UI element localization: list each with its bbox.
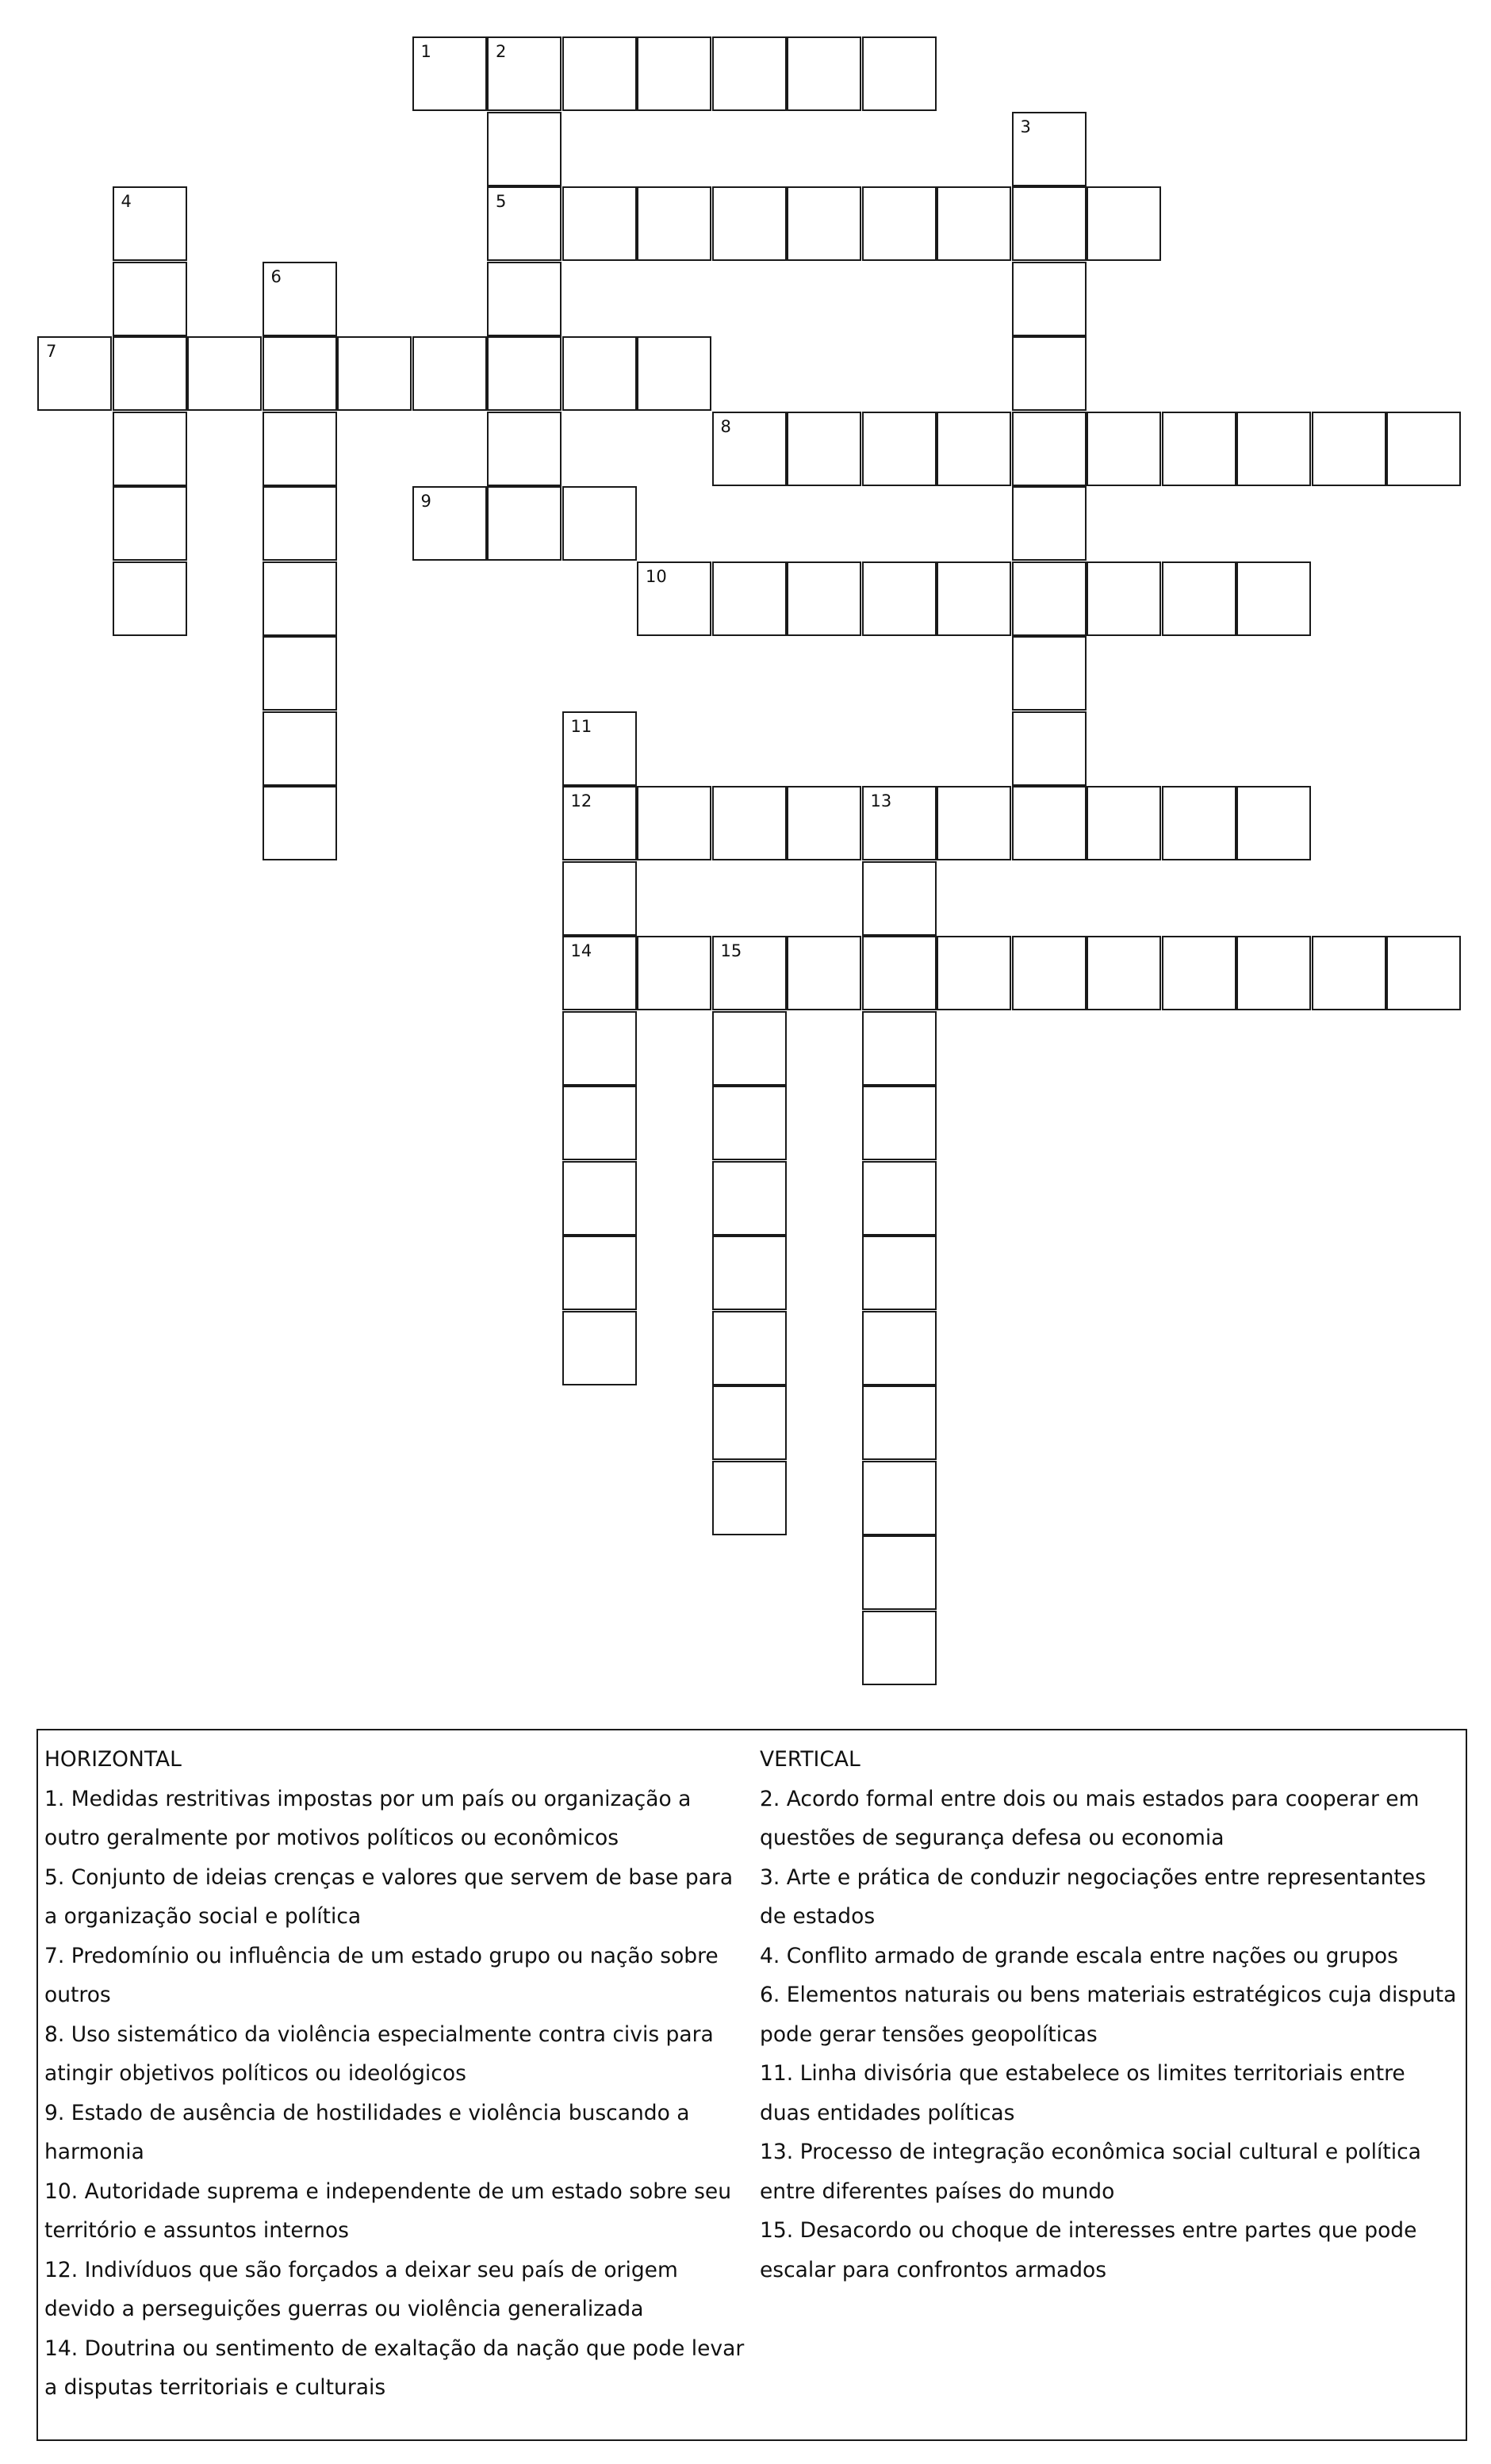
clue-number: 5 <box>496 192 507 211</box>
grid-cell[interactable] <box>1012 786 1087 860</box>
grid-cell[interactable] <box>787 186 861 261</box>
grid-cell[interactable] <box>1236 561 1311 636</box>
grid-cell[interactable] <box>862 1311 937 1385</box>
grid-cell[interactable] <box>562 186 637 261</box>
grid-cell[interactable] <box>862 786 937 860</box>
clue-down-3: 3. Arte e prática de conduzir negociações entre representantes de estados <box>760 1864 1426 1929</box>
grid-cell[interactable] <box>1012 412 1087 486</box>
grid-cell[interactable] <box>562 1086 637 1160</box>
grid-cell[interactable] <box>1012 186 1087 261</box>
grid-cell[interactable] <box>562 861 637 936</box>
grid-cell[interactable] <box>712 561 787 636</box>
grid-cell[interactable] <box>787 412 861 486</box>
grid-cell[interactable] <box>263 636 337 711</box>
grid-cell[interactable] <box>1087 936 1161 1010</box>
clue-number: 12 <box>570 791 592 810</box>
clue-across-7: 7. Predomínio ou influência de um estado grupo ou nação sobre outros <box>44 1943 719 2007</box>
grid-cell[interactable] <box>1087 561 1161 636</box>
clue-number: 15 <box>720 941 742 960</box>
grid-cell[interactable] <box>1012 936 1087 1010</box>
across-clues-column <box>44 1740 752 2408</box>
grid-cell[interactable] <box>862 936 937 1010</box>
grid-cell[interactable] <box>562 336 637 411</box>
grid-cell[interactable] <box>1312 412 1386 486</box>
clue-across-5: 5. Conjunto de ideias crenças e valores que servem de base para a organização social e política <box>44 1864 734 1929</box>
grid-cell[interactable] <box>637 36 711 111</box>
grid-cell[interactable] <box>263 262 337 336</box>
clue-across-10: 10. Autoridade suprema e independente de um estado sobre seu território e assuntos internos <box>44 2179 732 2243</box>
clue-number: 2 <box>496 42 507 61</box>
grid-cell[interactable] <box>412 336 487 411</box>
grid-cell[interactable] <box>487 336 562 411</box>
grid-cell[interactable] <box>1312 936 1386 1010</box>
grid-cell[interactable] <box>862 1161 937 1236</box>
grid-cell[interactable] <box>1386 412 1461 486</box>
grid-cell[interactable] <box>263 486 337 561</box>
grid-cell[interactable] <box>862 1236 937 1310</box>
grid-cell[interactable] <box>1236 412 1311 486</box>
grid-cell[interactable] <box>787 561 861 636</box>
clue-down-4: 4. Conflito armado de grande escala entre nações ou grupos <box>760 1943 1398 1968</box>
grid-cell[interactable] <box>862 36 937 111</box>
clue-across-14: 14. Doutrina ou sentimento de exaltação da nação que pode levar a disputas territoriais e culturais <box>44 2336 745 2400</box>
grid-cell[interactable] <box>562 1011 637 1086</box>
clue-across-8: 8. Uso sistemático da violência especialmente contra civis para atingir objetivos políticos ou ideológicos <box>44 2021 714 2086</box>
clue-number: 9 <box>420 492 431 511</box>
grid-cell[interactable] <box>562 486 637 561</box>
grid-cell[interactable] <box>1236 786 1311 860</box>
grid-cell[interactable] <box>1162 786 1236 860</box>
clue-down-11: 11. Linha divisória que estabelece os limites territoriais entre duas entidades políticas <box>760 2061 1405 2125</box>
grid-cell[interactable] <box>637 561 711 636</box>
grid-cell[interactable] <box>1386 936 1461 1010</box>
grid-cell[interactable] <box>113 186 187 261</box>
grid-cell[interactable] <box>487 262 562 336</box>
grid-cell[interactable] <box>862 186 937 261</box>
grid-cell[interactable] <box>862 561 937 636</box>
grid-cell[interactable] <box>263 561 337 636</box>
grid-cell[interactable] <box>712 936 787 1010</box>
grid-cell[interactable] <box>487 412 562 486</box>
grid-cell[interactable] <box>113 561 187 636</box>
grid-cell[interactable] <box>412 486 487 561</box>
grid-cell[interactable] <box>712 1236 787 1310</box>
grid-cell[interactable] <box>862 1535 937 1610</box>
grid-cell[interactable] <box>1162 412 1236 486</box>
clue-number: 7 <box>46 342 57 361</box>
grid-cell[interactable] <box>712 1011 787 1086</box>
grid-cell[interactable] <box>562 1236 637 1310</box>
grid-cell[interactable] <box>487 36 562 111</box>
across-heading: HORIZONTAL <box>44 1747 182 1772</box>
grid-cell[interactable] <box>1012 561 1087 636</box>
grid-cell[interactable] <box>862 1611 937 1685</box>
grid-cell[interactable] <box>187 336 262 411</box>
clue-number: 4 <box>121 192 132 211</box>
grid-cell[interactable] <box>937 936 1011 1010</box>
grid-cell[interactable] <box>937 412 1011 486</box>
grid-cell[interactable] <box>637 786 711 860</box>
clue-number: 8 <box>720 416 731 436</box>
grid-cell[interactable] <box>113 262 187 336</box>
grid-cell[interactable] <box>562 786 637 860</box>
grid-cell[interactable] <box>263 711 337 786</box>
grid-cell[interactable] <box>1012 636 1087 711</box>
grid-cell[interactable] <box>712 1161 787 1236</box>
grid-cell[interactable] <box>937 561 1011 636</box>
clue-down-6: 6. Elementos naturais ou bens materiais estratégicos cuja disputa pode gerar tensões geopolíticas <box>760 1983 1457 2047</box>
grid-cell[interactable] <box>787 36 861 111</box>
clue-across-12: 12. Indivíduos que são forçados a deixar seu país de origem devido a perseguições guerras ou violência generalizada <box>44 2257 678 2321</box>
grid-cell[interactable] <box>1236 936 1311 1010</box>
grid-cell[interactable] <box>787 936 861 1010</box>
grid-cell[interactable] <box>1087 412 1161 486</box>
clues-box <box>36 1729 1467 2441</box>
grid-cell[interactable] <box>37 336 112 411</box>
clue-down-15: 15. Desacordo ou choque de interesses entre partes que pode escalar para confrontos armados <box>760 2218 1417 2282</box>
grid-cell[interactable] <box>562 1311 637 1385</box>
grid-cell[interactable] <box>1012 486 1087 561</box>
grid-cell[interactable] <box>637 336 711 411</box>
grid-cell[interactable] <box>562 711 637 786</box>
grid-cell[interactable] <box>337 336 412 411</box>
grid-cell[interactable] <box>113 412 187 486</box>
grid-cell[interactable] <box>637 936 711 1010</box>
grid-cell[interactable] <box>712 1086 787 1160</box>
grid-cell[interactable] <box>712 786 787 860</box>
clue-number: 13 <box>870 791 892 810</box>
grid-cell[interactable] <box>562 936 637 1010</box>
clue-across-9: 9. Estado de ausência de hostilidades e violência buscando a harmonia <box>44 2100 690 2164</box>
grid-cell[interactable] <box>1012 262 1087 336</box>
grid-cell[interactable] <box>487 186 562 261</box>
grid-cell[interactable] <box>263 336 337 411</box>
grid-cell[interactable] <box>637 186 711 261</box>
grid-cell[interactable] <box>712 1385 787 1460</box>
grid-cell[interactable] <box>487 112 562 186</box>
grid-cell[interactable] <box>1087 186 1161 261</box>
grid-cell[interactable] <box>862 1011 937 1086</box>
grid-cell[interactable] <box>712 36 787 111</box>
clue-down-13: 13. Processo de integração econômica social cultural e política entre diferentes países do mundo <box>760 2140 1421 2204</box>
clue-number: 6 <box>270 266 282 286</box>
clue-number: 10 <box>646 566 667 586</box>
clue-across-1: 1. Medidas restritivas impostas por um país ou organização a outro geralmente por motivos políticos ou econômicos <box>44 1786 692 1850</box>
grid-cell[interactable] <box>263 412 337 486</box>
grid-cell[interactable] <box>712 186 787 261</box>
clue-down-2: 2. Acordo formal entre dois ou mais estados para cooperar em questões de segurança defesa ou economia <box>760 1786 1420 1850</box>
grid-cell[interactable] <box>1087 786 1161 860</box>
grid-cell[interactable] <box>937 786 1011 860</box>
grid-cell[interactable] <box>862 412 937 486</box>
grid-cell[interactable] <box>862 1086 937 1160</box>
clue-number: 1 <box>420 42 431 61</box>
grid-cell[interactable] <box>562 1161 637 1236</box>
grid-cell[interactable] <box>1012 112 1087 186</box>
grid-cell[interactable] <box>862 1461 937 1535</box>
down-heading: VERTICAL <box>760 1747 860 1772</box>
down-clues-column <box>760 1740 1458 2290</box>
grid-cell[interactable] <box>113 336 187 411</box>
grid-cell[interactable] <box>1162 936 1236 1010</box>
clue-number: 3 <box>1020 117 1031 136</box>
grid-cell[interactable] <box>113 486 187 561</box>
clue-number: 11 <box>570 716 592 736</box>
grid-cell[interactable] <box>412 36 487 111</box>
grid-cell[interactable] <box>1012 711 1087 786</box>
grid-cell[interactable] <box>937 186 1011 261</box>
grid-cell[interactable] <box>862 861 937 936</box>
grid-cell[interactable] <box>1162 561 1236 636</box>
grid-cell[interactable] <box>712 412 787 486</box>
grid-cell[interactable] <box>263 786 337 860</box>
grid-cell[interactable] <box>562 36 637 111</box>
grid-cell[interactable] <box>862 1385 937 1460</box>
grid-cell[interactable] <box>712 1311 787 1385</box>
grid-cell[interactable] <box>1012 336 1087 411</box>
grid-cell[interactable] <box>787 786 861 860</box>
grid-cell[interactable] <box>712 1461 787 1535</box>
grid-cell[interactable] <box>487 486 562 561</box>
clue-number: 14 <box>570 941 592 960</box>
